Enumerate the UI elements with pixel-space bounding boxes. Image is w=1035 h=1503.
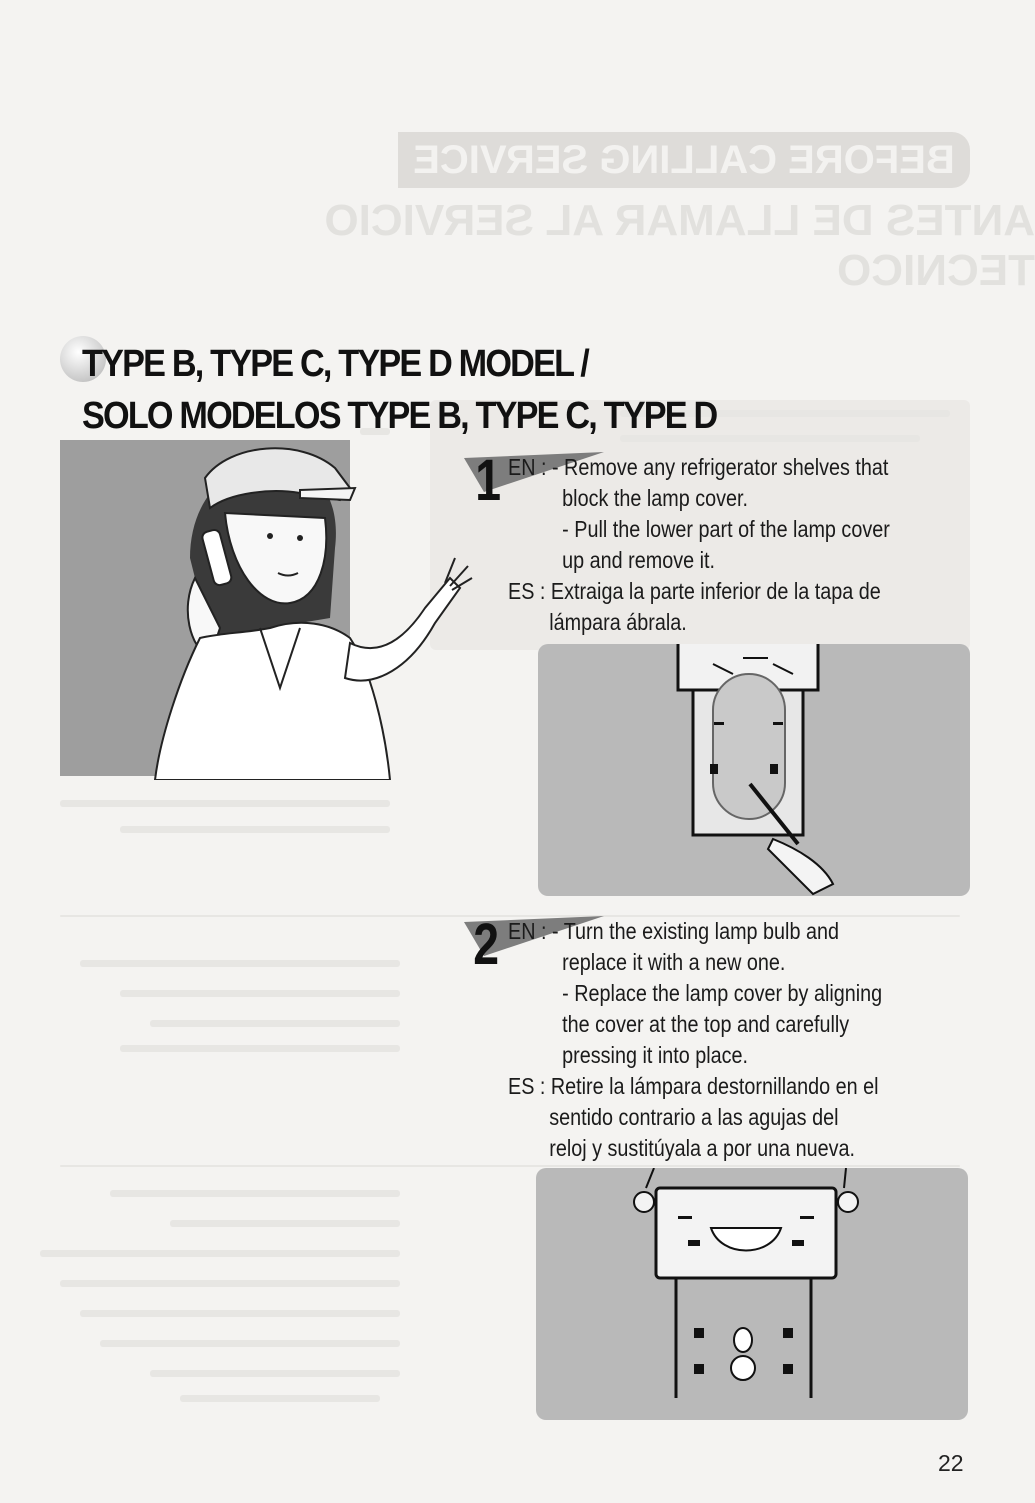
background-line [120,826,390,833]
step-1-en-label: EN : [508,454,547,480]
heading-line-1: TYPE B, TYPE C, TYPE D MODEL / [82,343,588,385]
background-line [120,1045,400,1052]
background-line [150,1370,400,1377]
background-subtitle: ANTES DE LLAMAR AL SERVICIO TECNICO [324,196,1035,295]
step-1-es-label: ES : [508,578,546,604]
step-2-es-label: ES : [508,1073,546,1099]
step-2-en-line-4: the cover at the top and carefully [562,1011,850,1037]
step-2-en-line-2: replace it with a new one. [562,949,786,975]
lamp-cover-diagram-1 [538,644,970,896]
background-line [40,1250,400,1257]
background-rule [60,1165,960,1167]
page-number: 22 [938,1450,964,1476]
heading-line-2: SOLO MODELOS TYPE B, TYPE C, TYPE D [82,395,717,437]
section-heading [82,338,787,442]
background-line [60,800,390,807]
background-line [60,1280,400,1287]
background-banner: BEFORE CALLING SERVICE [398,132,970,188]
step-2-es-line-3: reloj y sustitúyala a por una nueva. [549,1135,855,1161]
lamp-cover-removal-illustration [538,644,970,896]
background-line [120,990,400,997]
background-line [180,1395,380,1402]
step-1-en-line-1: - Remove any refrigerator shelves that [551,454,889,480]
background-line [80,1310,400,1317]
lamp-replacement-illustration [536,1168,968,1420]
background-line [110,1190,400,1197]
background-line [100,1340,400,1347]
step-1-text [508,452,948,638]
step-1-es-line-1: Extraiga la parte inferior de la tapa de [550,578,881,604]
background-line [170,1220,400,1227]
step-2-en-line-1: - Turn the existing lamp bulb and [551,918,839,944]
background-line [150,1020,400,1027]
step-2-en-label: EN : [508,918,547,944]
woman-on-phone-illustration [150,438,480,780]
step-2-es-line-1: Retire la lámpara destornillando en el [550,1073,879,1099]
step-1-en-line-4: up and remove it. [562,547,716,573]
step-1-en-line-3: - Pull the lower part of the lamp cover [562,516,890,542]
step-1-es-line-2: lámpara ábrala. [549,609,687,635]
lamp-cover-diagram-2 [536,1168,968,1420]
step-2-es-line-2: sentido contrario a las agujas del [549,1104,839,1130]
step-2-text [508,916,948,1164]
background-line [80,960,400,967]
step-1-en-line-2: block the lamp cover. [562,485,748,511]
step-2-en-line-3: - Replace the lamp cover by aligning [562,980,883,1006]
step-2-number: 2 [473,912,500,977]
step-2-en-line-5: pressing it into place. [562,1042,749,1068]
step-1-number: 1 [475,448,502,513]
